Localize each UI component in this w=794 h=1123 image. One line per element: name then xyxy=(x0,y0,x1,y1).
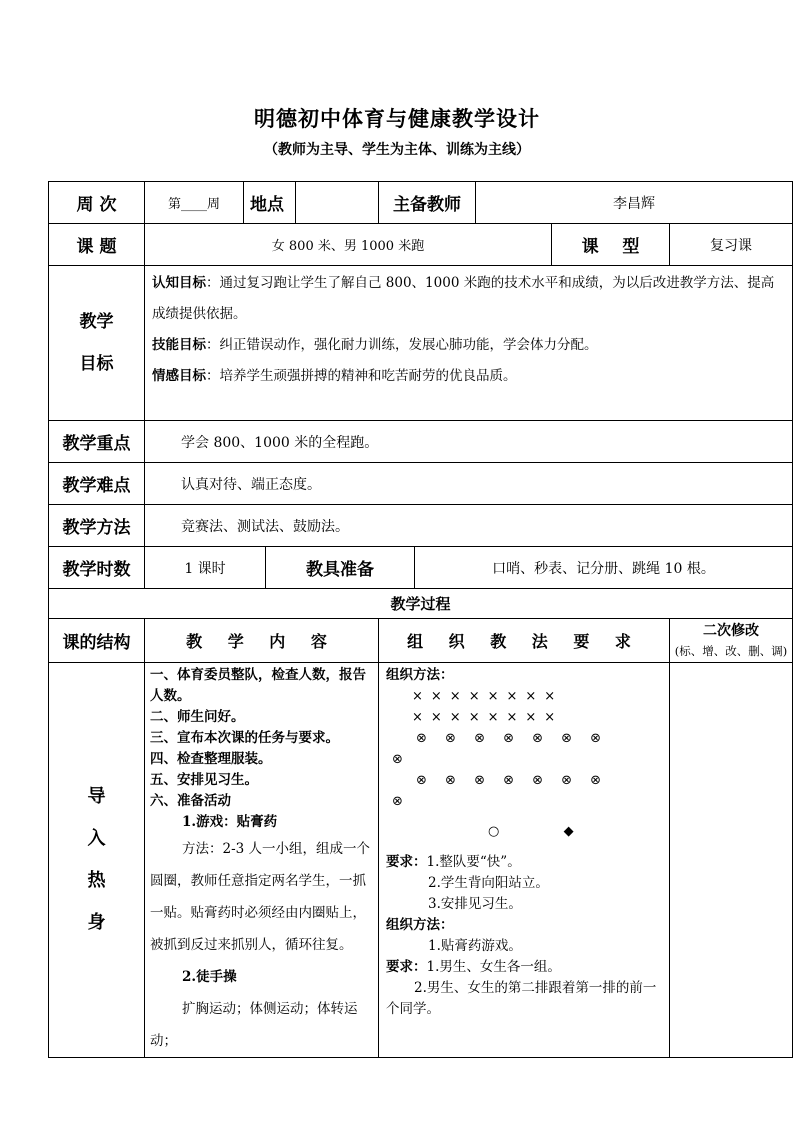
emotion-goal xyxy=(152,361,786,392)
section-char-3: 热 xyxy=(87,870,106,891)
org-method2-label: 组织方法： xyxy=(386,917,454,933)
req2-label: 要求： xyxy=(386,959,427,975)
req-1: 1.整队要“快”。 xyxy=(426,854,521,870)
content-item-1: 一、体育委员整队，检查人数，报告人数。 xyxy=(150,667,366,704)
row-key-point xyxy=(49,421,793,463)
skill-goal-label: 技能目标 xyxy=(152,337,206,353)
teacher-circle-icon: ○ xyxy=(488,824,500,839)
cognitive-goal-label: 认知目标 xyxy=(152,275,206,291)
topic-label: 课 题 xyxy=(49,224,145,266)
section-name xyxy=(49,663,145,1058)
content-item-4: 四、检查整理服装。 xyxy=(150,751,272,767)
emotion-goal-text: ：培养学生顽强拼搏的精神和吃苦耐劳的优良品质。 xyxy=(206,368,517,384)
section-char-4: 身 xyxy=(87,912,106,933)
place-label: 地点 xyxy=(244,182,296,224)
process-header: 教学过程 xyxy=(49,589,793,619)
row-week xyxy=(49,182,793,224)
row-process-header xyxy=(49,589,793,619)
organization-header: 组 织 教 法 要 求 xyxy=(379,619,670,663)
section-revision[interactable] xyxy=(670,663,793,1058)
exercise-title: 2.徒手操 xyxy=(182,969,237,985)
goals-label-line2: 目标 xyxy=(79,354,114,374)
teacher-label: 主备教师 xyxy=(379,182,476,224)
topic-value: 女 800 米、男 1000 米跑 xyxy=(145,224,552,266)
row-hours xyxy=(49,547,793,589)
row-goals xyxy=(49,266,793,421)
hours-value: 1 课时 xyxy=(145,547,266,589)
page-subtitle: （教师为主导、学生为主体、训练为主线） xyxy=(264,142,530,158)
formation-x-row-2: ×××××××× xyxy=(412,710,564,725)
type-label: 课 型 xyxy=(552,224,670,266)
content-item-6: 六、准备活动 xyxy=(150,793,231,809)
row-difficulty xyxy=(49,463,793,505)
exercise-description: 扩胸运动；体侧运动；体转运动； xyxy=(150,1001,358,1049)
type-value: 复习课 xyxy=(670,224,793,266)
req-2: 2.学生背向阳站立。 xyxy=(428,875,549,891)
formation-x-row-1: ×××××××× xyxy=(412,689,564,704)
content-item-5: 五、安排见习生。 xyxy=(150,772,258,788)
lesson-plan-table xyxy=(48,181,793,1058)
content-item-3: 三、宣布本次课的任务与要求。 xyxy=(150,730,339,746)
org-requirements-2 xyxy=(386,957,665,978)
emotion-goal-label: 情感目标 xyxy=(152,368,206,384)
formation-o-row-2: ⊗ ⊗ ⊗ ⊗ ⊗ ⊗ ⊗ xyxy=(416,773,602,788)
key-point-value: 学会 800、1000 米的全程跑。 xyxy=(145,421,793,463)
req-label: 要求： xyxy=(386,854,427,870)
section-char-1: 导 xyxy=(87,786,106,807)
org-method-label: 组织方法： xyxy=(386,667,454,683)
content-header: 教 学 内 容 xyxy=(145,619,379,663)
section-char-2: 入 xyxy=(87,828,106,849)
req-3: 3.安排见习生。 xyxy=(428,896,522,912)
goals-label xyxy=(49,266,145,421)
equip-label: 教具准备 xyxy=(266,547,415,589)
skill-goal-text: ：纠正错误动作，强化耐力训练，发展心肺功能，学会体力分配。 xyxy=(206,337,598,353)
structure-header: 课的结构 xyxy=(49,619,145,663)
req2-2: 2.男生、女生的第二排跟着第一排的前一个同学。 xyxy=(386,980,657,1017)
diamond-icon: ◆ xyxy=(563,824,574,839)
row-method xyxy=(49,505,793,547)
skill-goal xyxy=(152,330,786,361)
formation-o-row-1b: ⊗ xyxy=(392,752,403,767)
difficulty-label: 教学难点 xyxy=(49,463,145,505)
place-value xyxy=(296,182,379,224)
difficulty-value: 认真对待、端正态度。 xyxy=(145,463,793,505)
row-topic xyxy=(49,224,793,266)
method2-1: 1.贴膏药游戏。 xyxy=(428,938,522,954)
row-section-intro xyxy=(49,663,793,1058)
equip-value: 口哨、秒表、记分册、跳绳 10 根。 xyxy=(415,547,793,589)
formation-o-row-2b: ⊗ xyxy=(392,794,403,809)
method-label: 教学方法 xyxy=(49,505,145,547)
revision-header xyxy=(670,619,793,663)
goals-content xyxy=(145,266,793,421)
row-process-columns xyxy=(49,619,793,663)
req2-1: 1.男生、女生各一组。 xyxy=(426,959,561,975)
content-item-2: 二、师生问好。 xyxy=(150,709,245,725)
game-title: 1.游戏：贴膏药 xyxy=(182,814,278,830)
key-point-label: 教学重点 xyxy=(49,421,145,463)
week-label: 周 次 xyxy=(49,182,145,224)
org-requirements-1 xyxy=(386,852,665,873)
teacher-value: 李昌辉 xyxy=(476,182,793,224)
section-organization xyxy=(379,663,670,1058)
section-content xyxy=(145,663,379,1058)
cognitive-goal-text: ：通过复习跑让学生了解自己 800、1000 米跑的技术水平和成绩，为以后改进教学方法、提高成绩提供依据。 xyxy=(152,275,775,322)
method-value: 竞赛法、测试法、鼓励法。 xyxy=(145,505,793,547)
goals-label-line1: 教学 xyxy=(79,312,114,332)
hours-label: 教学时数 xyxy=(49,547,145,589)
revision-note: (标、增、改、删、调) xyxy=(674,643,788,658)
page-title: 明德初中体育与健康教学设计 xyxy=(254,106,540,131)
revision-title: 二次修改 xyxy=(703,622,760,639)
week-value: 第____周 xyxy=(145,182,244,224)
cognitive-goal xyxy=(152,268,786,330)
formation-symbols xyxy=(386,812,665,852)
game-description: 方法：2-3 人一小组，组成一个圆圈，教师任意指定两名学生，一抓一贴。贴膏药时必须经由内圈贴上，被抓到反过来抓别人，循环往复。 xyxy=(150,841,371,953)
formation-o-row-1: ⊗ ⊗ ⊗ ⊗ ⊗ ⊗ ⊗ xyxy=(416,731,602,746)
